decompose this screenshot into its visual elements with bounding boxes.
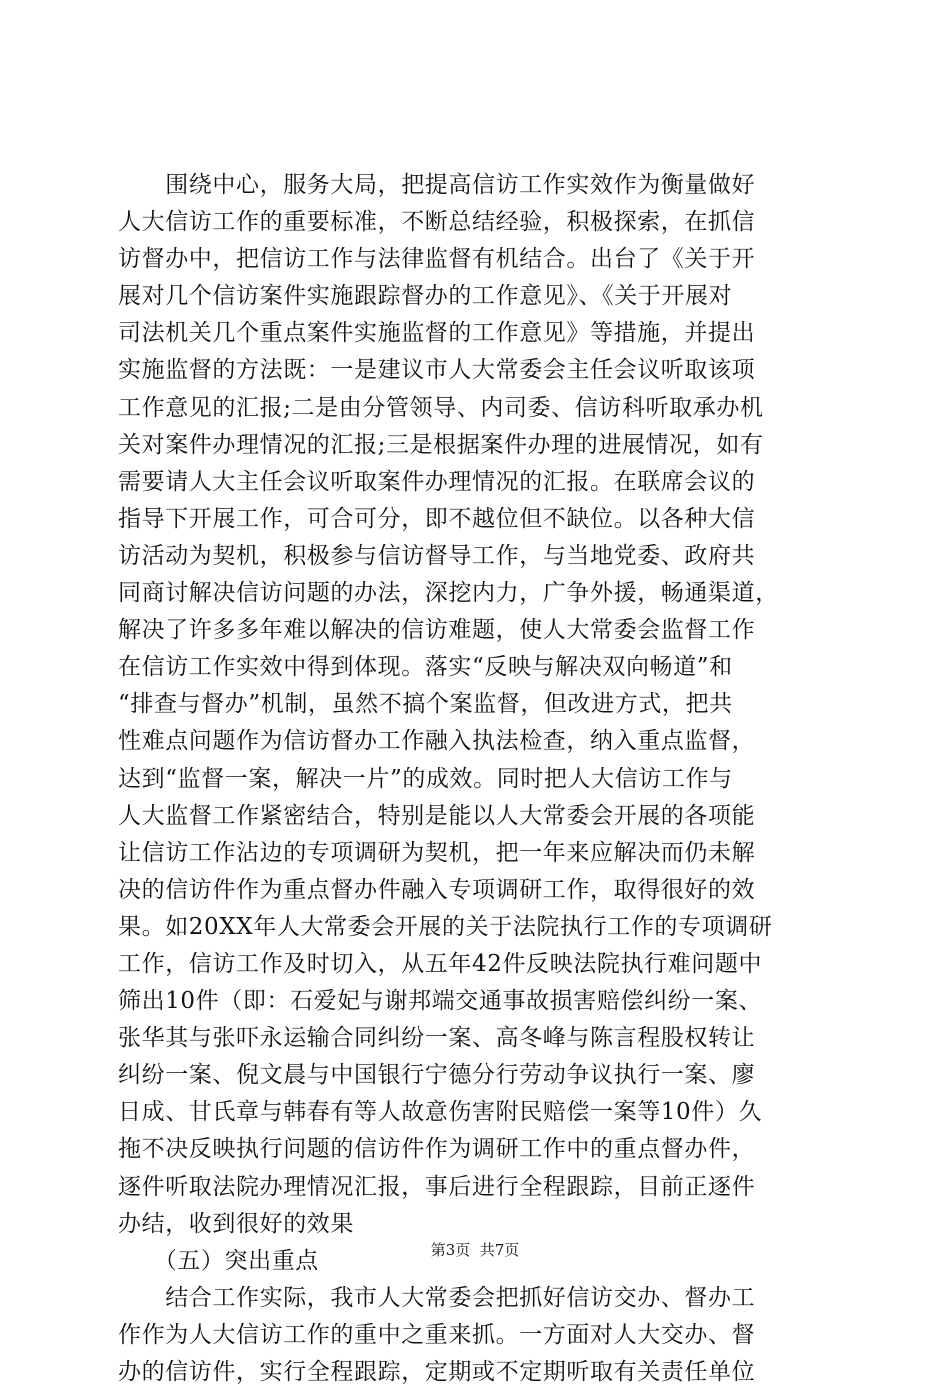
text-line: 决的信访件作为重点督办件融入专项调研工作，取得很好的效 bbox=[118, 876, 756, 903]
text-line: 果。如20XX年人大常委会开展的关于法院执行工作的专项调研 bbox=[118, 913, 773, 940]
text-line: 人大监督工作紧密结合，特别是能以人大常委会开展的各项能 bbox=[118, 802, 756, 829]
text-line: 访活动为契机，积极参与信访督导工作，与当地党委、政府共 bbox=[118, 542, 756, 569]
text-line: “排查与督办”机制，虽然不搞个案监督，但改进方式，把共 bbox=[118, 691, 733, 718]
text-line: 筛出10件（即：石爱妃与谢邦端交通事故损害赔偿纠纷一案、 bbox=[118, 988, 763, 1015]
text-line: 逐件听取法院办理情况汇报，事后进行全程跟踪，目前正逐件 bbox=[118, 1173, 756, 1200]
text-line: 工作，信访工作及时切入，从五年42件反映法院执行难问题中 bbox=[118, 950, 763, 977]
text-line: 同商讨解决信访问题的办法，深挖内力，广争外援，畅通渠道， bbox=[118, 580, 779, 607]
text-line: 张华其与张吓永运输合同纠纷一案、高冬峰与陈言程股权转让 bbox=[118, 1025, 756, 1052]
text-line: 性难点问题作为信访督办工作融入执法检查，纳入重点监督， bbox=[118, 728, 756, 755]
text-line: 工作意见的汇报;二是由分管领导、内司委、信访科听取承办机 bbox=[118, 394, 764, 421]
text-line: 办的信访件，实行全程跟踪，定期或不定期听取有关责任单位 bbox=[118, 1359, 756, 1385]
text-line: 达到“监督一案，解决一片”的成效。同时把人大信访工作与 bbox=[118, 765, 733, 792]
text-line: 围绕中心，服务大局，把提高信访工作实效作为衡量做好 bbox=[118, 172, 756, 198]
text-line: 指导下开展工作，可合可分，即不越位但不缺位。以各种大信 bbox=[118, 505, 756, 532]
text-line: 作作为人大信访工作的重中之重来抓。一方面对人大交办、督 bbox=[118, 1321, 756, 1348]
text-line: 让信访工作沾边的专项调研为契机，把一年来应解决而仍未解 bbox=[118, 839, 756, 866]
text-line: 日成、甘氏章与韩春有等人故意伤害附民赔偿一案等10件）久 bbox=[118, 1099, 763, 1126]
text-line: 司法机关几个重点案件实施监督的工作意见》等措施，并提出 bbox=[118, 320, 756, 347]
text-line: 访督办中，把信访工作与法律监督有机结合。出台了《关于开 bbox=[118, 246, 756, 273]
document-body bbox=[118, 167, 838, 1391]
text-line: 结合工作实际，我市人大常委会把抓好信访交办、督办工 bbox=[118, 1284, 756, 1311]
text-line: 展对几个信访案件实施跟踪督办的工作意见》、《关于开展对 bbox=[118, 283, 733, 310]
section-heading: （五）突出重点 bbox=[118, 1247, 319, 1274]
text-line: 人大信访工作的重要标准，不断总结经验，积极探索，在抓信 bbox=[118, 209, 756, 236]
text-line: 在信访工作实效中得到体现。落实“反映与解决双向畅道”和 bbox=[118, 654, 733, 681]
text-line: 需要请人大主任会议听取案件办理情况的汇报。在联席会议的 bbox=[118, 468, 756, 495]
text-line: 解决了许多多年难以解决的信访难题，使人大常委会监督工作 bbox=[118, 617, 756, 644]
text-line: 实施监督的方法既：一是建议市人大常委会主任会议听取该项 bbox=[118, 357, 756, 384]
page-number-footer: 第3页 共7页 bbox=[430, 1241, 520, 1259]
text-line: 纠纷一案、倪文晨与中国银行宁德分行劳动争议执行一案、廖 bbox=[118, 1062, 756, 1089]
text-line: 拖不决反映执行问题的信访件作为调研工作中的重点督办件， bbox=[118, 1136, 756, 1163]
text-line: 办结，收到很好的效果 bbox=[118, 1210, 354, 1237]
text-line: 关对案件办理情况的汇报;三是根据案件办理的进展情况，如有 bbox=[118, 431, 764, 458]
